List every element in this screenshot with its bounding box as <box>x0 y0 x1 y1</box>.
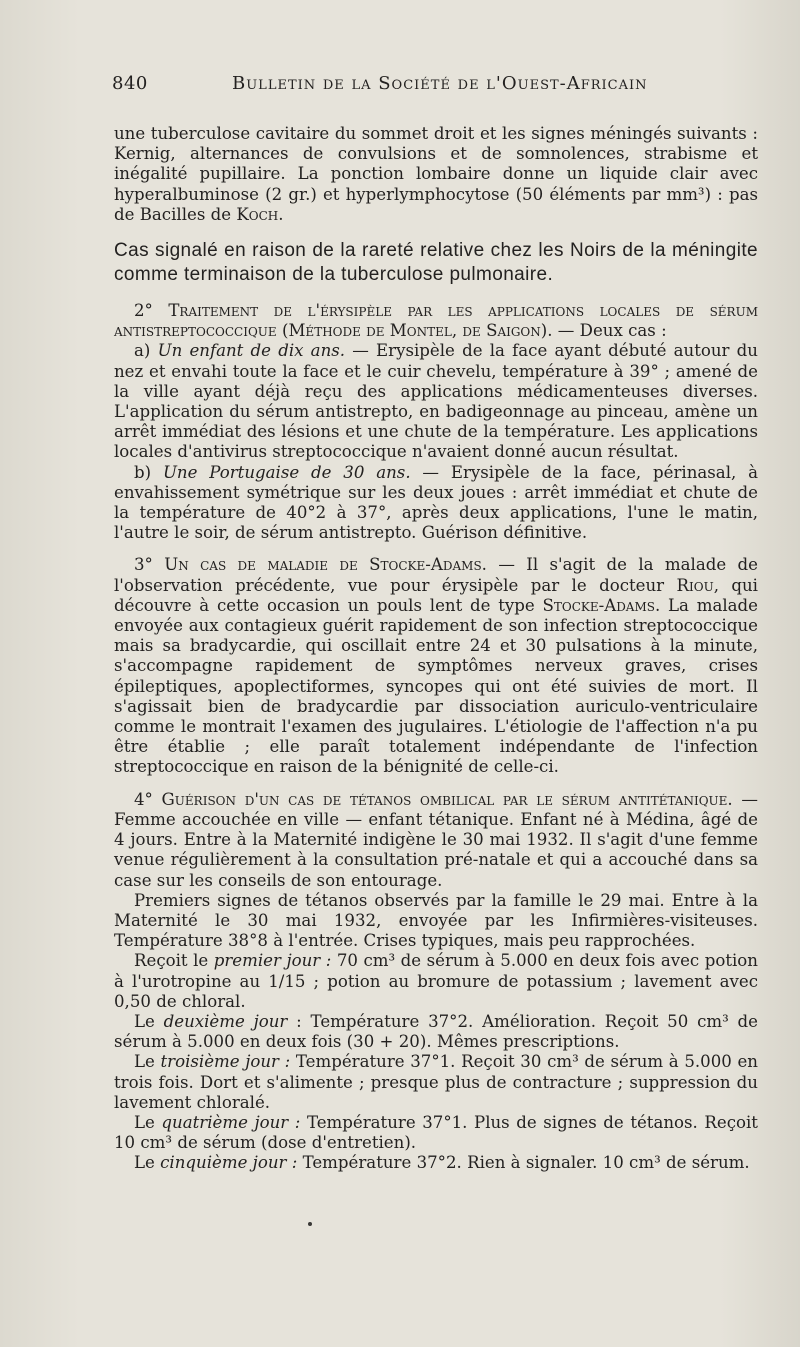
paragraph-text: . <box>278 204 284 224</box>
section-3 <box>114 555 758 777</box>
day-text: Température 37°1. Reçoit 30 cm³ de sérum à 5.000 en trois fois. Dort et s'alimente ; presque plus de contracture ; suppression du lavement chloralé. <box>114 1052 758 1112</box>
case-text: — Erysipèle de la face ayant débuté autour du nez et envahi toute la face et le cuir chevelu, température à 39° ; amené de la ville ayant déjà reçu des applications médicamenteuses diverses. L'application du sérum antistrepto, en badigeonnage au pinceau, amène un arrêt immédiat des lésions et une chute de la température. Les applications locales d'antivirus streptococcique n'avaient donné aucun résultat. <box>114 341 758 462</box>
page-number: 840 <box>112 73 148 94</box>
day-label: premier jour : <box>213 951 332 971</box>
section-title: Un cas de maladie de Stocke-Adams. <box>164 555 487 575</box>
day-text: Température 37°1. Plus de signes de tétanos. Reçoit 10 cm³ de sérum (dose d'entretien). <box>114 1112 758 1153</box>
section-text: , qui découvre à cette occasion un pouls lent de type <box>114 575 758 615</box>
running-header <box>112 73 762 101</box>
section-4-paragraph: Premiers signes de tétanos observés par la famille le 29 mai. Entre à la Maternité le 30 mai 1932, envoyée par les Infirmières-visiteuses. Température 38°8 à l'entrée. Crises typiques, mais peu rapprochées. <box>114 890 758 951</box>
article-body <box>114 124 758 1174</box>
author-name: Riou <box>676 575 714 595</box>
case-note: Cas signalé en raison de la rareté relative chez les Noirs de la méningite comme terminaison de la tuberculose pulmonaire. <box>114 240 758 286</box>
paragraph-continuation <box>114 124 758 225</box>
section-title: Guérison d'un cas de tétanos ombilical par le sérum antitétanique. <box>161 789 733 809</box>
disease-name: Stocke-Adams <box>542 595 655 615</box>
day-entry <box>114 1052 758 1113</box>
print-speck <box>308 1222 312 1226</box>
day-prefix: Le <box>134 1153 161 1173</box>
day-text: 70 cm³ de sérum à 5.000 en deux fois avec potion à l'urotropine au 1/15 ; potion au bromure de potassium ; lavement avec 0,50 de chloral. <box>114 951 758 1011</box>
day-label: troisième jour : <box>160 1052 291 1072</box>
case-label: a) <box>134 341 158 361</box>
section-number: 2° <box>134 301 153 321</box>
section-text: . La malade envoyée aux contagieux guérit rapidement de son infection streptococcique mais sa bradycardie, qui oscillait entre 24 et 30 pulsations à la minute, s'accompagne rapidement de symptômes nerveux graves, crises épileptiques, apoplectiformes, syncopes qui ont été suivies de mort. Il s'agissait bien de bradycardie par dissociation auriculo-ventriculaire comme le montrait l'examen des jugulaires. L'étiologie de l'affection n'a pu être établie ; elle paraît totalement indépendante de l'infection streptococcique en raison de la bénignité de celle-ci. <box>114 595 758 777</box>
day-label: quatrième jour : <box>161 1112 301 1132</box>
section-title: Traitement de l'érysipèle par les applications locales de sérum antistreptococcique <box>114 301 758 341</box>
paragraph-text: une tuberculose cavitaire du sommet droit et les signes méningés suivants : Kernig, alternances de convulsions et de somnolences, strabisme et inégalité pupillaire. La ponction lombaire donne un liquide clair avec hyperalbuminose (2 gr.) et hyperlymphocytose (50 éléments par mm³) : pas de Bacilles de <box>114 124 758 224</box>
case-text: — Erysipèle de la face, périnasal, à envahissement symétrique sur les deux joues : arrêt immédiat et chute de la température de 40°2 à 37°, après deux applications, l'une le matin, l'autre le soir, de sérum antistrepto. Guérison définitive. <box>114 462 758 543</box>
day-prefix: Reçoit le <box>134 951 214 971</box>
day-entry <box>114 1012 758 1052</box>
day-text: : Température 37°2. Amélioration. Reçoit 50 cm³ de sérum à 5.000 en deux fois (30 + 20). Mêmes prescriptions. <box>114 1011 758 1052</box>
section-number: 3° <box>134 555 153 575</box>
day-label: cinquième jour : <box>160 1153 298 1173</box>
day-prefix: Le <box>134 1112 162 1132</box>
day-entry <box>114 1113 758 1153</box>
section-2-heading <box>114 301 758 341</box>
day-prefix: Le <box>134 1052 161 1072</box>
case-subject: Un enfant de dix ans. <box>157 341 346 361</box>
section-text: — Femme accouchée en ville — enfant tétanique. Enfant né à Médina, âgé de 4 jours. Entre à la Maternité indigène le 30 mai 1932. Il s'agit d'une femme venue régulièrement à la consultation pré-natale et qui a accouché dans sa case sur les conseils de son entourage. <box>114 789 758 890</box>
case-label: b) <box>134 462 163 482</box>
case-subject: Une Portugaise de 30 ans. <box>162 462 411 482</box>
section-method: (Méthode de Montel, de Saigon). <box>281 321 553 341</box>
day-entry <box>114 1153 758 1173</box>
case-a <box>114 341 758 462</box>
case-b <box>114 463 758 544</box>
day-label: deuxième jour <box>163 1011 288 1031</box>
running-title: Bulletin de la Société de l'Ouest-Africain <box>232 73 648 94</box>
section-text: — Deux cas : <box>552 321 667 341</box>
section-4 <box>114 790 758 891</box>
section-number: 4° <box>134 789 153 809</box>
author-name: Koch <box>236 204 279 224</box>
day-prefix: Le <box>134 1011 164 1031</box>
day-entry <box>114 951 758 1012</box>
section-text: — Il s'agit de la malade de l'observation précédente, vue pour érysipèle par le docteur <box>114 555 758 595</box>
day-text: Température 37°2. Rien à signaler. 10 cm³ de sérum. <box>297 1153 750 1173</box>
